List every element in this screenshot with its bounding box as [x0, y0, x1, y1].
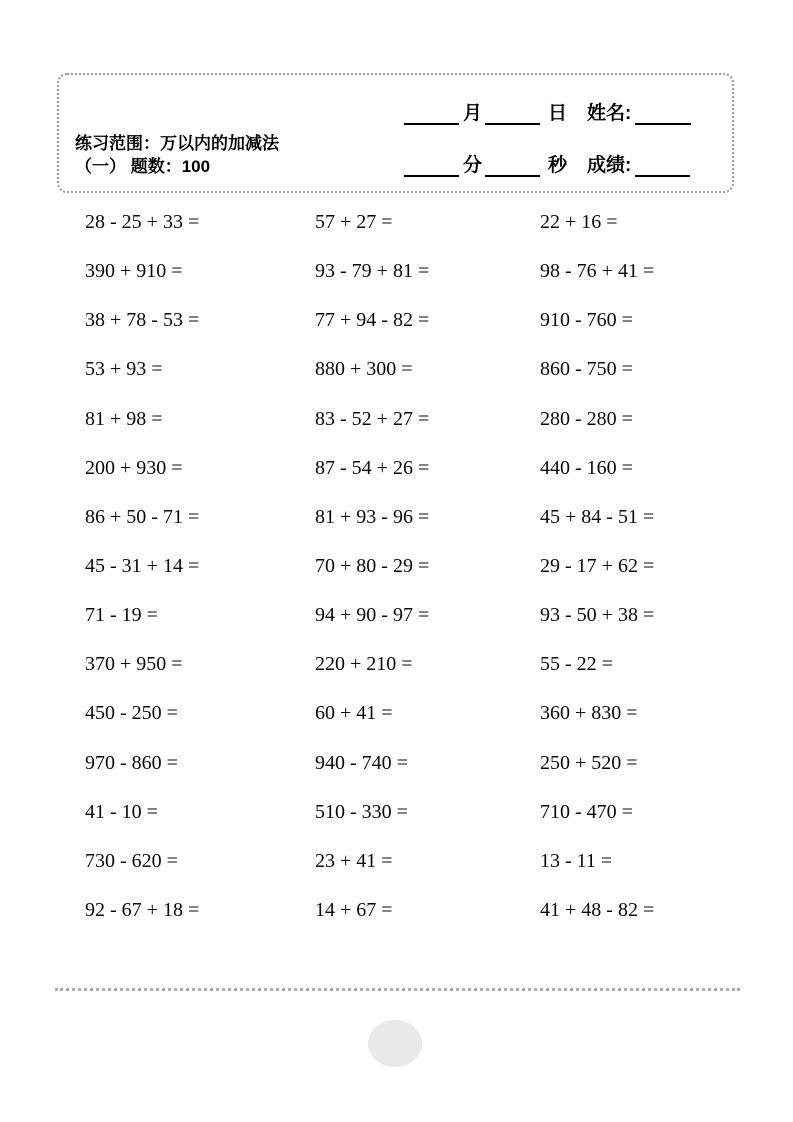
second-blank-field — [485, 159, 540, 177]
problem-3-1: 38 + 78 - 53 = — [85, 309, 200, 332]
header-info-box — [57, 73, 734, 193]
problem-12-1: 970 - 860 = — [85, 751, 178, 774]
problem-12-2: 940 - 740 = — [315, 751, 408, 774]
header-fill-in-block — [404, 99, 691, 177]
month-label: 月 — [463, 103, 483, 124]
problem-4-3: 860 - 750 = — [540, 358, 633, 381]
problem-1-2: 57 + 27 = — [315, 211, 393, 234]
problem-11-1: 450 - 250 = — [85, 702, 178, 725]
problem-10-1: 370 + 950 = — [85, 653, 183, 676]
cut-line-divider — [55, 988, 740, 991]
problem-5-2: 83 - 52 + 27 = — [315, 407, 430, 430]
second-label: 秒 — [548, 155, 568, 176]
problem-11-2: 60 + 41 = — [315, 702, 393, 725]
problem-9-1: 71 - 19 = — [85, 604, 158, 627]
problem-5-3: 280 - 280 = — [540, 407, 633, 430]
name-blank-field — [635, 107, 691, 125]
practice-range-block — [75, 132, 279, 178]
practice-range-line2: （一） 题数：100 — [75, 157, 211, 176]
problem-3-3: 910 - 760 = — [540, 309, 633, 332]
problem-2-3: 98 - 76 + 41 = — [540, 260, 655, 283]
problem-11-3: 360 + 830 = — [540, 702, 638, 725]
problem-13-1: 41 - 10 = — [85, 800, 158, 823]
time-score-line — [404, 151, 691, 177]
problem-10-3: 55 - 22 = — [540, 653, 613, 676]
problem-7-1: 86 + 50 - 71 = — [85, 505, 200, 528]
problem-6-3: 440 - 160 = — [540, 456, 633, 479]
name-label: 姓名: — [587, 103, 632, 124]
problem-8-3: 29 - 17 + 62 = — [540, 555, 655, 578]
problem-3-2: 77 + 94 - 82 = — [315, 309, 430, 332]
problem-2-2: 93 - 79 + 81 = — [315, 260, 430, 283]
problem-6-1: 200 + 930 = — [85, 456, 183, 479]
problem-2-1: 390 + 910 = — [85, 260, 183, 283]
problem-1-1: 28 - 25 + 33 = — [85, 211, 200, 234]
problem-15-1: 92 - 67 + 18 = — [85, 899, 200, 922]
problem-5-1: 81 + 98 = — [85, 407, 163, 430]
problem-4-2: 880 + 300 = — [315, 358, 413, 381]
problem-14-1: 730 - 620 = — [85, 849, 178, 872]
problem-10-2: 220 + 210 = — [315, 653, 413, 676]
minute-label: 分 — [463, 155, 483, 176]
score-blank-field — [635, 159, 690, 177]
problem-9-3: 93 - 50 + 38 = — [540, 604, 655, 627]
problem-15-2: 14 + 67 = — [315, 899, 393, 922]
problem-1-3: 22 + 16 = — [540, 211, 618, 234]
problems-grid — [85, 198, 740, 935]
page-oval-decoration — [368, 1020, 422, 1067]
day-label: 日 — [548, 103, 568, 124]
problem-8-2: 70 + 80 - 29 = — [315, 555, 430, 578]
month-blank-field — [404, 107, 459, 125]
problem-7-3: 45 + 84 - 51 = — [540, 505, 655, 528]
problem-14-2: 23 + 41 = — [315, 849, 393, 872]
problem-15-3: 41 + 48 - 82 = — [540, 899, 655, 922]
minute-blank-field — [404, 159, 459, 177]
score-label: 成绩: — [587, 155, 632, 176]
date-name-line — [404, 99, 691, 125]
problem-4-1: 53 + 93 = — [85, 358, 163, 381]
problem-13-3: 710 - 470 = — [540, 800, 633, 823]
problem-8-1: 45 - 31 + 14 = — [85, 555, 200, 578]
problem-13-2: 510 - 330 = — [315, 800, 408, 823]
day-blank-field — [485, 107, 540, 125]
problem-7-2: 81 + 93 - 96 = — [315, 505, 430, 528]
problem-9-2: 94 + 90 - 97 = — [315, 604, 430, 627]
problem-14-3: 13 - 11 = — [540, 849, 613, 872]
problem-12-3: 250 + 520 = — [540, 751, 638, 774]
problem-6-2: 87 - 54 + 26 = — [315, 456, 430, 479]
practice-range-line1: 练习范围：万以内的加减法 — [75, 134, 279, 153]
